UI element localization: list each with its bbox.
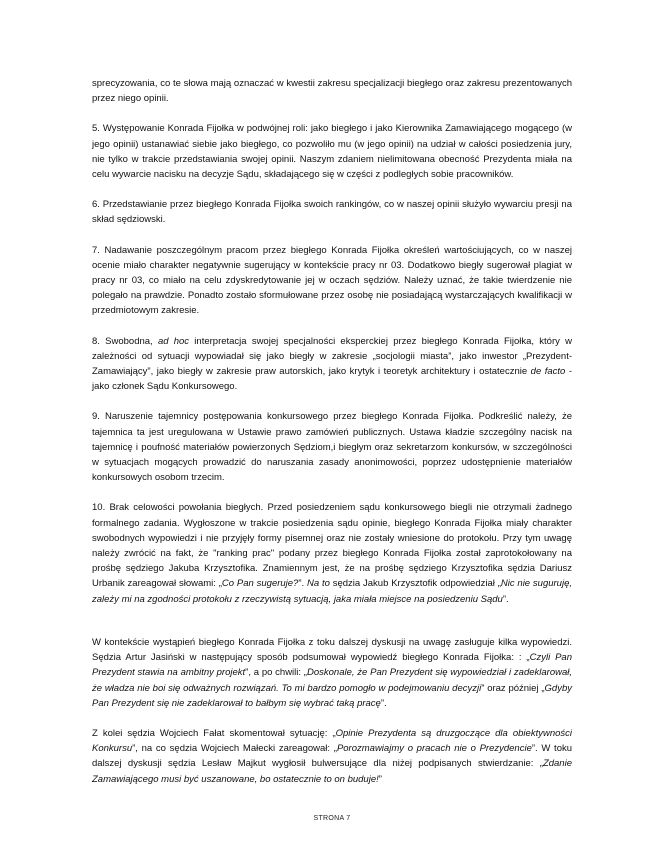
paragraph [92, 635, 572, 711]
quoted-text: Doskonale, że Pan Prezydent się wypowiedział i zadeklarował, że władza nie boi się odważnych rozwiązań. To mi bardzo pomogło w podejmowaniu decyzji [92, 667, 572, 694]
paragraph [92, 334, 572, 395]
quoted-text: Gdyby Pan Prezydent się nie zadeklarował to bałbym się wybrać taką pracę [92, 682, 572, 709]
quoted-text: Nic nie suguruję, zależy mi na zgodności protokołu z rzeczywistą sytuacją, jaka miała miejsce na posiedzeniu Sądu [92, 578, 572, 605]
paragraph-text: 8. Swobodna, [92, 335, 158, 347]
paragraph-text: - jako członek Sądu Konkursowego. [92, 366, 572, 393]
paragraph-text: 9. Naruszenie tajemnicy postępowania konkursowego przez biegłego Konrada Fijołka. Podkreślić należy, że tajemnica ta jest uregulowana w Ustawie prawo zamówień publicznych. Ustawa kładzie szczególny nacisk na tajemnicę i poufność materiałów powierzonych Sędziom,i biegłym oraz sekretarzom konkursów, w szczególności w sytuacjach mogących prowadzić do naruszania zasady anonimowości, poprzez udostępnienie materiałów konkursowych osobom trzecim. [92, 411, 572, 484]
paragraph [92, 726, 572, 787]
paragraph-text: 7. Nadawanie poszczególnym pracom przez biegłego Konrada Fijołka określeń wartościujących, co w naszej ocenie miało charakter negatywnie sugerujący w kontekście pracy nr 03. Dodatkowo biegły sugerował plagiat w pracy nr 03, co miało na celu zdyskredytowanie jej w oczach sędziów. Należy uznać, że takie twierdzenie nie polegało na prawdzie. Ponadto zostało sformułowane przez osobę nie posiadającą wystarczających kwalifikacji w przedmiotowym zakresie. [92, 244, 572, 317]
paragraph-text: ”. [502, 593, 509, 605]
paragraph [92, 243, 572, 319]
quoted-text: Zdanie Zamawiającego musi być uszanowane, bo ostatecznie to on buduje! [92, 758, 572, 785]
paragraph-text: sędzia Jakub Krzysztofik odpowiedział „ [329, 578, 501, 590]
quoted-text: de facto [530, 366, 566, 378]
paragraph-text: sprecyzowania, co te słowa mają oznaczać w kwestii zakresu specjalizacji biegłego oraz zakresu prezentowanych przez niego opinii. [92, 78, 572, 105]
paragraph [92, 197, 572, 227]
quoted-text: Czyli Pan Prezydent stawia na ambitny projekt [92, 652, 572, 679]
paragraph-text: 5. Występowanie Konrada Fijołka w podwójnej roli: jako biegłego i jako Kierownika Zamawiającego mogącego (w jego opinii) ustanawiać siebie jako biegłego, co pozwoliło mu (w jego opinii) na udział w całości posiedzenia jury, nie tylko w trakcie przedstawiania swojej opinii. Naszym zdaniem nielimitowana obecność Prezydenta miała na celu wywarcie nacisku na decyzje Sądu, składającego się w części z podległych sobie pracowników. [92, 123, 572, 181]
quoted-text: Na to [307, 578, 330, 590]
paragraph-text: interpretacja swojej specjalności eksperckiej przez biegłego Konrada Fijołka, który w zależności od sytuacji wypowiadał się jako biegły w zakresie „socjologii miasta”, jako inwestor „Prezydent-Zamawiający”, jako biegły w zakresie praw autorskich, jako krytyk i teoretyk architektury i ostatecznie [92, 335, 572, 378]
paragraph-text: ”, na co sędzia Wojciech Małecki zareagował: „ [132, 743, 337, 755]
paragraph-text: ”, a po chwili: „ [245, 667, 307, 679]
paragraph-text: ” oraz później „ [481, 682, 545, 694]
quoted-text: ad hoc [157, 335, 190, 347]
quoted-text: Porozmawiajmy o pracach nie o Prezydencie [336, 743, 532, 755]
paragraph-text: Z kolei sędzia Wojciech Fałat skomentował sytuację: „ [92, 727, 336, 739]
paragraph [92, 409, 572, 485]
paragraph-text: ”. [380, 697, 387, 709]
paragraph-text: ”. W toku dalszej dyskusji sędzia Lesław Majkut wygłosił bulwersujące dla niżej podpisanych stwierdzanie: „ [92, 743, 573, 770]
paragraph-text: 10. Brak celowości powołania biegłych. Przed posiedzeniem sądu konkursowego biegli nie otrzymali żadnego formalnego zadania. Wygłoszone w trakcie posiedzenia sądu opinie, biegłego Konrada Fijołka miały charakter swobodnych wypowiedzi i nie przyjęły formy pisemnej oraz nie zostały wniesione do protokołu. Przy tym uwagę należy zwrócić na fakt, że "ranking prac" podany przez biegłego Konrada Fijołka został zaprotokołowany na prośbę sędziego Jakuba Krzysztofika. Znamiennym jest, że na prośbę sędziego Krzysztofika sędzia Dariusz Urbanik zareagował słowami: „ [92, 502, 572, 590]
paragraph-text: ”. [298, 578, 307, 590]
paragraph-text: W kontekście wystąpień biegłego Konrada Fijołka z toku dalszej dyskusji na uwagę zasługuje kilka wypowiedzi. Sędzia Artur Jasiński w następujący sposób podsumował wypowiedź biegłego Konrada Fijołka: : „ [92, 636, 572, 664]
quoted-text: Opinie Prezydenta są druzgoczące dla obiektywności Konkursu [92, 727, 572, 755]
paragraph [92, 76, 572, 106]
page-number: STRONA 7 [313, 815, 351, 822]
paragraph-text: ” [378, 773, 382, 785]
paragraph [92, 500, 572, 606]
paragraph-text: 6. Przedstawianie przez biegłego Konrada Fijołka swoich rankingów, co w naszej opinii służyło wywarciu presji na skład sędziowski. [92, 199, 572, 226]
document-body [92, 76, 572, 802]
quoted-text: Co Pan sugeruje? [221, 578, 299, 590]
paragraph [92, 121, 572, 182]
